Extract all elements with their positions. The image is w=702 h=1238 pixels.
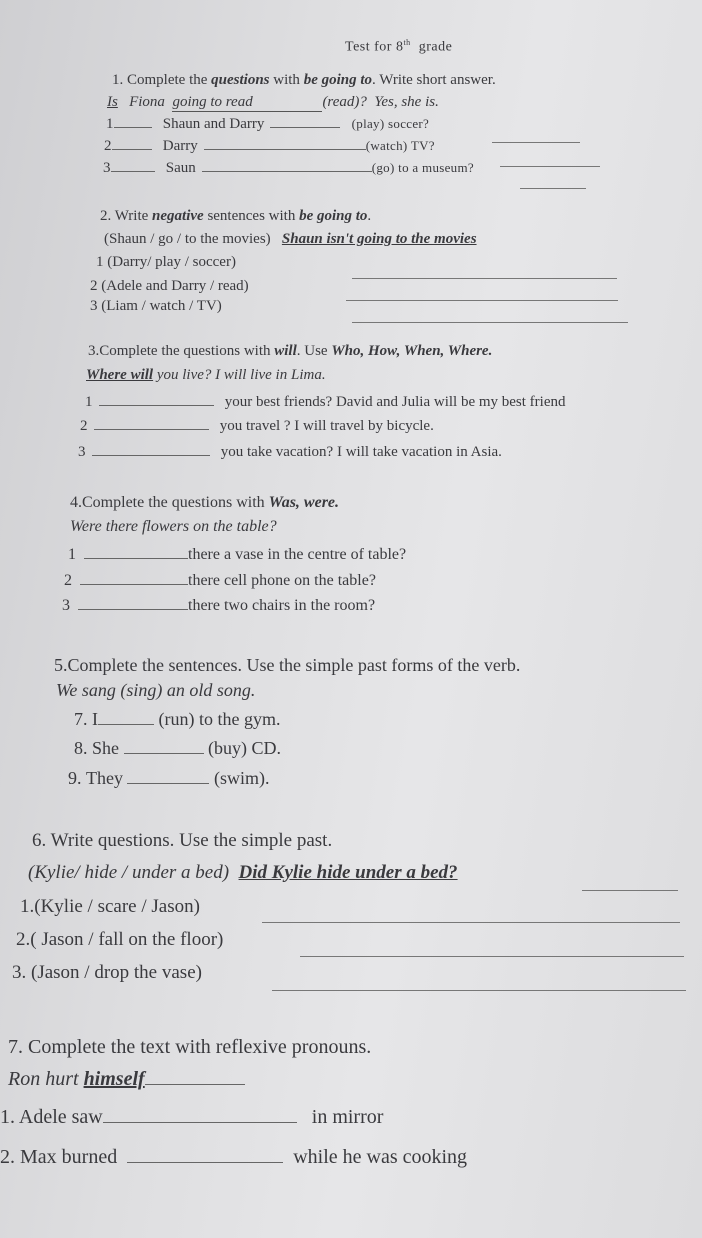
section-1-item-1: 1 Shaun and Darry (play) soccer? [106, 116, 430, 132]
section-2-item-2: 2 (Adele and Darry / read) [90, 278, 249, 294]
section-6-heading: 6. Write questions. Use the simple past. [32, 830, 333, 851]
section-4-item-1: 1 there a vase in the centre of table? [68, 546, 407, 563]
section-2-item-3: 3 (Liam / watch / TV) [90, 298, 222, 314]
section-6-item-1: 1.(Kylie / scare / Jason) [20, 896, 200, 917]
section-5-item-9: 9. They (swim). [68, 768, 270, 788]
section-2-heading: 2. Write negative sentences with be going to. [100, 208, 372, 224]
section-7-item-2: 2. Max burned while he was cooking [0, 1146, 468, 1168]
section-7-example: Ron hurt himself [8, 1068, 245, 1091]
section-1-heading: 1. Complete the questions with be going to. Write short answer. [112, 72, 496, 88]
section-3-item-1: 1 your best friends? David and Julia will be my best friend [85, 394, 566, 410]
section-6-item-2: 2.( Jason / fall on the floor) [16, 929, 224, 950]
section-5-item-8: 8. She (buy) CD. [74, 738, 282, 758]
section-4-item-2: 2 there cell phone on the table? [64, 572, 376, 589]
section-3-heading: 3.Complete the questions with will. Use Who, How, When, Where. [88, 343, 493, 359]
section-6-item-3: 3. (Jason / drop the vase) [12, 962, 202, 983]
section-1-item-3: 3 Saun (go) to a museum? [103, 160, 474, 176]
section-2-example: (Shaun / go / to the movies) Shaun isn't going to the movies [104, 231, 477, 247]
section-4-heading: 4.Complete the questions with Was, were. [70, 494, 340, 511]
section-5-heading: 5.Complete the sentences. Use the simple past forms of the verb. [54, 655, 521, 675]
page-title: Test for 8th grade [345, 38, 453, 55]
section-7-item-1: 1. Adele saw in mirror [0, 1106, 384, 1128]
section-5-example: We sang (sing) an old song. [56, 680, 256, 700]
section-3-item-3: 3 you take vacation? I will take vacation in Asia. [78, 444, 502, 460]
section-3-item-2: 2 you travel ? I will travel by bicycle. [80, 418, 434, 434]
section-2-item-1: 1 (Darry/ play / soccer) [96, 254, 236, 270]
section-5-item-7: 7. I (run) to the gym. [74, 709, 281, 729]
section-3-example: Where will you live? I will live in Lima. [86, 367, 326, 383]
section-1-example: Is Fiona going to read (read)? Yes, she is. [107, 94, 439, 110]
section-4-item-3: 3 there two chairs in the room? [62, 597, 376, 614]
section-7-heading: 7. Complete the text with reflexive pronouns. [8, 1036, 372, 1058]
section-1-item-2: 2 Darry (watch) TV? [104, 138, 435, 154]
section-6-example: (Kylie/ hide / under a bed) Did Kylie hide under a bed? [28, 862, 458, 883]
section-4-example: Were there flowers on the table? [70, 518, 277, 535]
